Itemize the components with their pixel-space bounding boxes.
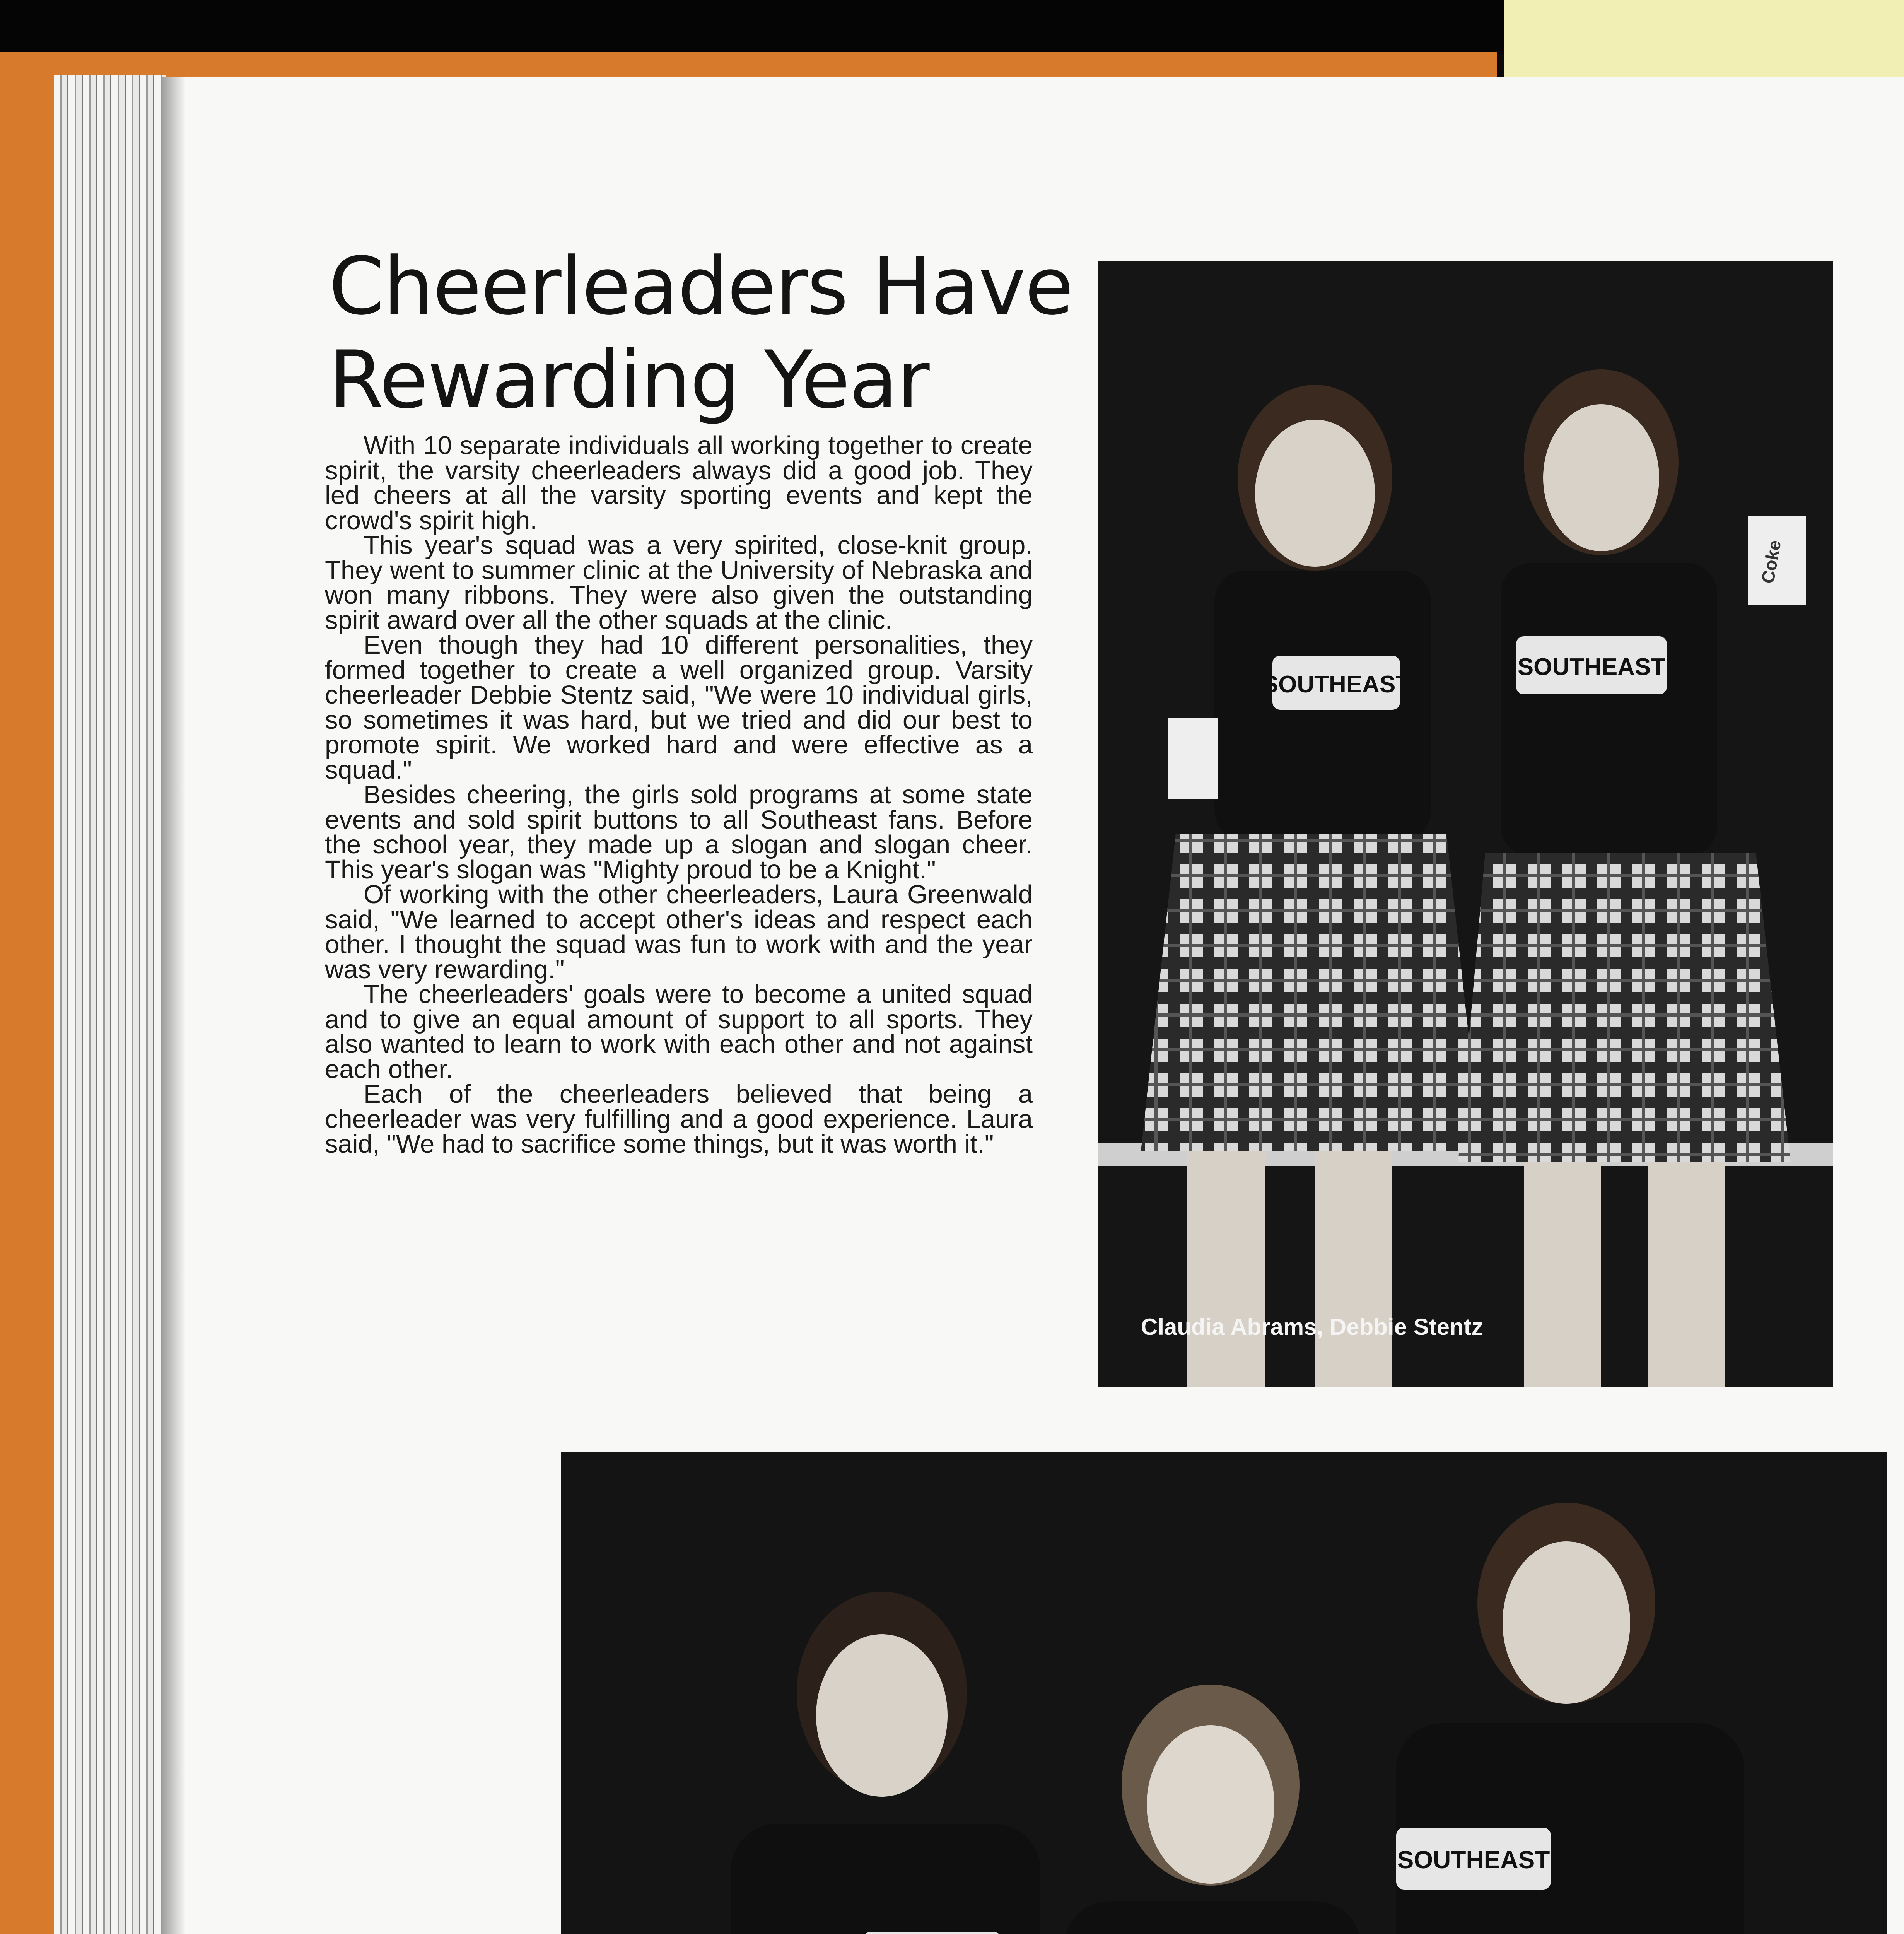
headline: Cheerleaders Have Rewarding Year bbox=[329, 241, 1073, 426]
cup-text: Coke bbox=[1757, 538, 1785, 585]
photo-three-cheerleaders bbox=[561, 1452, 1887, 1934]
photo-caption: Claudia Abrams, Debbie Stentz bbox=[1141, 1314, 1483, 1340]
yearbook-page bbox=[162, 77, 1904, 1934]
article-paragraph: Each of the cheerleaders believed that being a cheerleader was very fulfilling and a good experience. Laura said, "We had to sacrifice some things, but it was worth it." bbox=[325, 1080, 1033, 1158]
photo-three-cheerleaders-art bbox=[561, 1452, 1887, 1934]
sticky-note bbox=[1504, 0, 1904, 83]
article-paragraph: This year's squad was a very spirited, close-knit group. They went to summer clinic at the University of Nebraska and won many ribbons. They were also given the outstanding spirit award over all the other squads at the clinic. bbox=[325, 531, 1033, 635]
sweater-text: SOUTHEAST bbox=[1262, 671, 1410, 698]
article-paragraph: Of working with the other cheerleaders, Laura Greenwald said, "We learned to accept other's ideas and respect each other. I thought the squad was fun to work with and the year was very rewarding." bbox=[325, 880, 1033, 984]
sweater-text: SOUTHEAST bbox=[1517, 654, 1666, 680]
article-paragraph: With 10 separate individuals all working together to create spirit, the varsity cheerleaders always did a good job. They led cheers at all the varsity sporting events and kept the crowd's spirit high. bbox=[325, 431, 1033, 535]
page-edges bbox=[54, 75, 166, 1934]
article-body bbox=[325, 433, 1033, 1157]
article-paragraph: The cheerleaders' goals were to become a united squad and to give an equal amount of support to all sports. They also wanted to learn to work with each other and not against each other. bbox=[325, 980, 1033, 1084]
article-paragraph: Even though they had 10 different personalities, they formed together to create a well organized group. Varsity cheerleader Debbie Stentz said, "We were 10 individual girls, so sometimes it was hard, but we tried and did our best to promote spirit. We worked hard and were effective as a squad." bbox=[325, 630, 1033, 784]
gutter-shadow bbox=[162, 77, 186, 1934]
article-paragraph: Besides cheering, the girls sold programs at some state events and sold spirit buttons to all Southeast fans. Before the school year, they made up a slogan and slogan cheer. This year's slogan was "Mighty proud to be a Knight." bbox=[325, 780, 1033, 884]
photo-two-cheerleaders bbox=[1098, 261, 1833, 1387]
photo-two-cheerleaders-art bbox=[1098, 261, 1833, 1387]
sweater-text: SOUTHEAST bbox=[1397, 1846, 1550, 1874]
